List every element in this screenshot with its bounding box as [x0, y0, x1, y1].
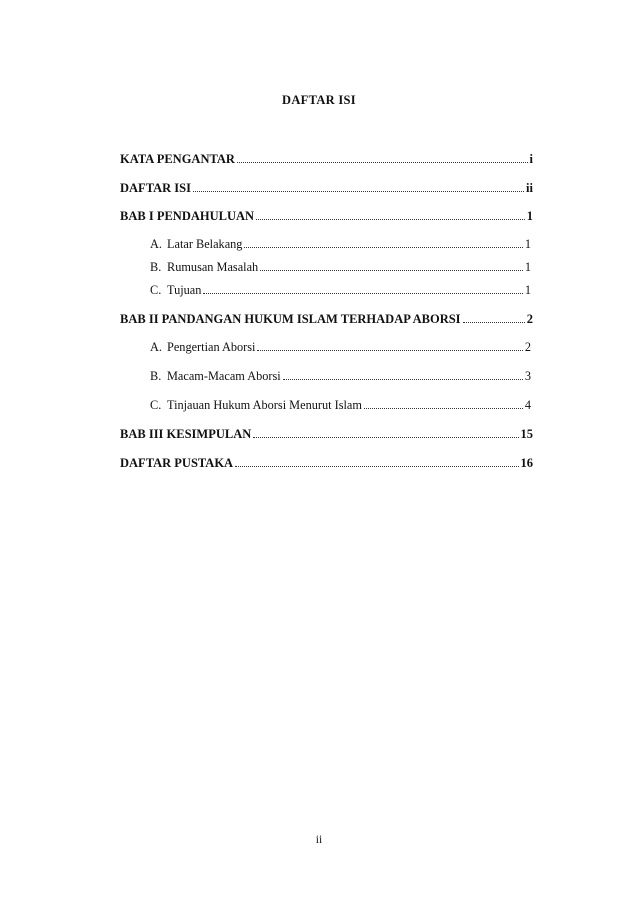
- toc-entry-label: Pengertian Aborsi: [167, 340, 256, 354]
- toc-subentry-tujuan: [150, 283, 531, 297]
- toc-entry-page: i: [529, 152, 533, 166]
- toc-leader-dots: [193, 191, 524, 192]
- toc-leader-dots: [256, 219, 525, 220]
- toc-entry-page: 3: [524, 369, 531, 383]
- toc-entry-label: Rumusan Masalah: [167, 260, 259, 274]
- toc-subentry-tinjauan-hukum: [150, 398, 531, 412]
- toc-leader-dots: [244, 247, 522, 248]
- toc-entry-label: Tinjauan Hukum Aborsi Menurut Islam: [167, 398, 362, 412]
- toc-entry-page: 16: [520, 456, 533, 470]
- toc-entry-page: 2: [524, 340, 531, 354]
- toc-subentry-letter: B.: [150, 260, 162, 274]
- page-title: DAFTAR ISI: [282, 93, 356, 107]
- toc-leader-dots: [237, 162, 528, 163]
- toc-entry-kata-pengantar: [120, 152, 533, 166]
- footer-page-number: ii: [315, 834, 323, 846]
- toc-entry-bab-2: [120, 312, 533, 326]
- toc-entry-page: 4: [524, 398, 531, 412]
- toc-entry-label: BAB I PENDAHULUAN: [120, 209, 255, 223]
- toc-entry-label: BAB III KESIMPULAN: [120, 427, 252, 441]
- toc-leader-dots: [283, 379, 523, 380]
- toc-entry-label: KATA PENGANTAR: [120, 152, 235, 166]
- toc-entry-label: Macam-Macam Aborsi: [167, 369, 281, 383]
- toc-entry-page: 1: [526, 209, 533, 223]
- toc-entry-page: 15: [520, 427, 533, 441]
- toc-entry-label: Tujuan: [167, 283, 202, 297]
- toc-leader-dots: [235, 466, 518, 467]
- toc-entry-label: DAFTAR ISI: [120, 181, 191, 195]
- toc-entry-page: ii: [526, 181, 533, 195]
- toc-entry-page: 1: [524, 283, 531, 297]
- toc-leader-dots: [463, 322, 525, 323]
- toc-leader-dots: [257, 350, 522, 351]
- toc-entry-bab-3: [120, 427, 533, 441]
- toc-subentry-macam-macam-aborsi: [150, 369, 531, 383]
- toc-subentry-pengertian-aborsi: [150, 340, 531, 354]
- toc-leader-dots: [364, 408, 523, 409]
- toc-leader-dots: [253, 437, 518, 438]
- toc-entry-label: Latar Belakang: [167, 237, 243, 251]
- toc-entry-page: 1: [524, 237, 531, 251]
- toc-entry-label: BAB II PANDANGAN HUKUM ISLAM TERHADAP ABORSI: [120, 312, 461, 326]
- toc-subentry-latar-belakang: [150, 237, 531, 251]
- toc-subentry-letter: A.: [150, 340, 162, 354]
- toc-subentry-letter: C.: [150, 398, 162, 412]
- toc-subentry-letter: C.: [150, 283, 162, 297]
- toc-entry-daftar-isi: [120, 181, 533, 195]
- toc-leader-dots: [203, 293, 522, 294]
- toc-entry-label: DAFTAR PUSTAKA: [120, 456, 234, 470]
- toc-entry-page: 2: [526, 312, 533, 326]
- toc-subentry-rumusan-masalah: [150, 260, 531, 274]
- toc-entry-bab-1: [120, 209, 533, 223]
- toc-leader-dots: [260, 270, 523, 271]
- toc-entry-daftar-pustaka: [120, 456, 533, 470]
- toc-subentry-letter: B.: [150, 369, 162, 383]
- toc-subentry-letter: A.: [150, 237, 162, 251]
- toc-entry-page: 1: [524, 260, 531, 274]
